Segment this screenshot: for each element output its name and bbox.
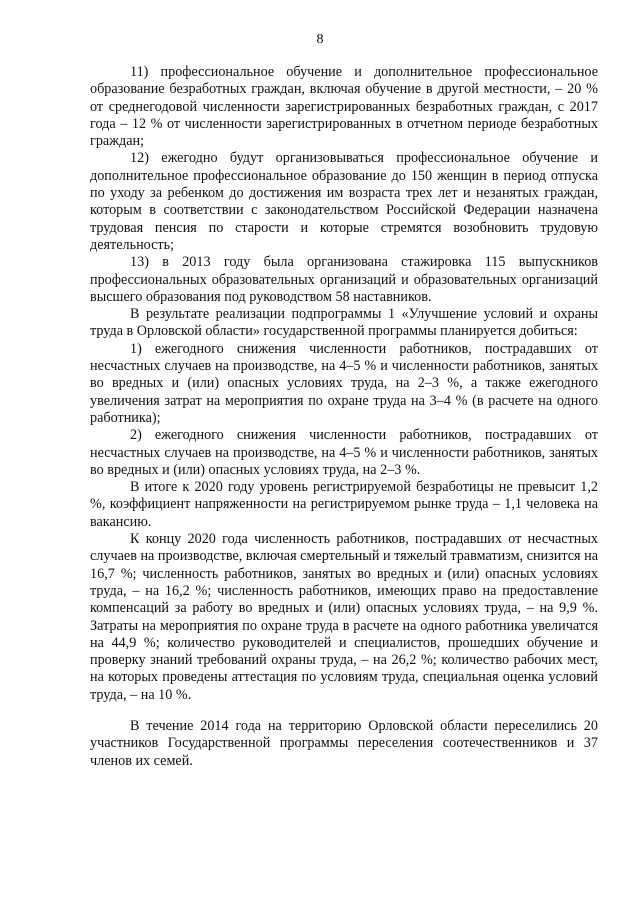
paragraph-goal-1: 1) ежегодного снижения численности работников, пострадавших от несчастных случаев на производстве, на 4–5 % и численности работников, занятых во вредных и (или) опасных условиях труда, на 2–3 %, а также ежегодного увеличения затрат на мероприятия по охране труда на 3–4 % (в расчете на одного работника);	[90, 340, 598, 426]
page-number: 8	[316, 32, 324, 47]
paragraph-subprogram-results: В результате реализации подпрограммы 1 «Улучшение условий и охраны труда в Орловской области» государственной программы планируется добиться:	[90, 306, 598, 340]
paragraph-2020-outlook: К концу 2020 года численность работников, пострадавших от несчастных случаев на производстве, включая смертельный и тяжелый травматизм, снизится на 16,7 %; численность работников, занятых во вредных и (или) опасных условиях труда, – на 16,2 %; численность работников, имеющих право на предоставление компенсаций за работу во вредных и (или) опасных условиях труда, – на 9,9 %. Затраты на мероприятия по охране труда в расчете на одного работника увеличатся на 44,9 %; количество руководителей и специалистов, прошедших обучение и проверку знаний требований охраны труда, – на 26,2 %; количество рабочих мест, на которых проведены аттестация по условиям труда, специальная оценка условий труда, – на 10 %.	[90, 531, 598, 703]
paragraph-unemployment-summary: В итоге к 2020 году уровень регистрируемой безработицы не превысит 1,2 %, коэффициент напряженности на регистрируемом рынке труда – 1,1 человека на вакансию.	[90, 479, 598, 530]
paragraph-resettlement: В течение 2014 года на территорию Орловской области переселились 20 участников Государственной программы переселения соотечественников и 37 членов их семей.	[90, 717, 598, 769]
document-body	[90, 64, 598, 770]
paragraph-item-12: 12) ежегодно будут организовываться профессиональное обучение и дополнительное профессиональное образование до 150 женщин в период отпуска по уходу за ребенком до достижения им возраста трех лет и незанятых граждан, которым в соответствии с законодательством Российской Федерации назначена трудовая пенсия по старости и которые стремятся возобновить трудовую деятельность;	[90, 150, 598, 253]
paragraph-item-13: 13) в 2013 году была организована стажировка 115 выпускников профессиональных образовательных организаций и образовательных организаций высшего образования под руководством 58 наставников.	[90, 254, 598, 305]
paragraph-goal-2: 2) ежегодного снижения численности работников, пострадавших от несчастных случаев на производстве, на 4–5 % и численности работников, занятых во вредных и (или) опасных условиях труда, на 2–3 %.	[90, 427, 598, 478]
paragraph-item-11: 11) профессиональное обучение и дополнительное профессиональное образование безработных граждан, включая обучение в другой местности, – 20 % от среднегодовой численности зарегистрированных безработных граждан, с 2017 года – 12 % от численности зарегистрированных в отчетном периоде безработных граждан;	[90, 64, 598, 150]
